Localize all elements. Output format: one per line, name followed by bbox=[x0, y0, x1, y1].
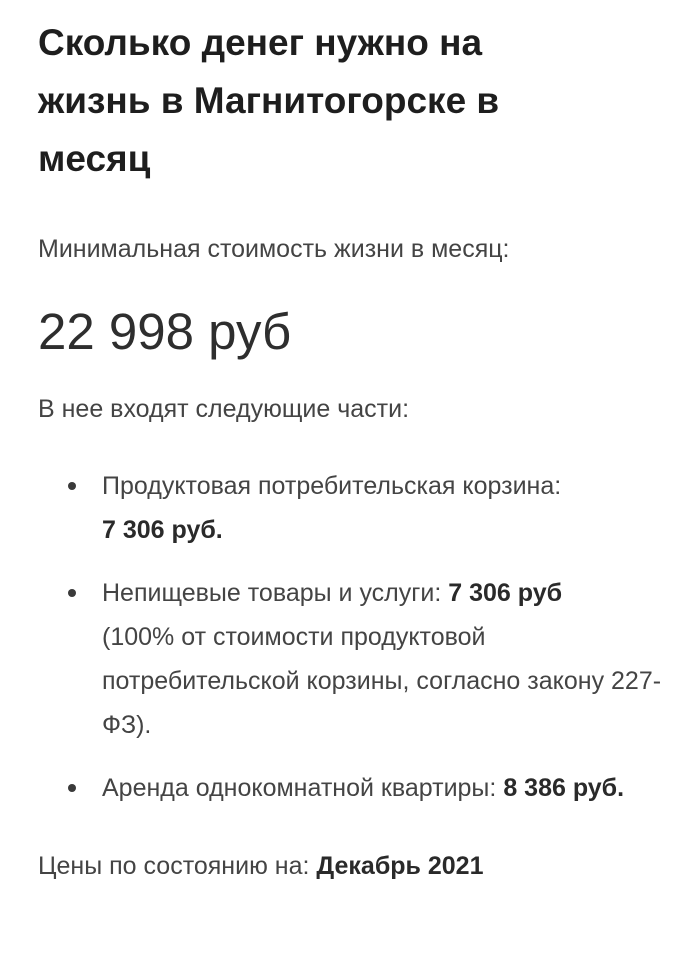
page-title: Сколько денег нужно на жизнь в Магнитогорске в месяц bbox=[38, 22, 500, 179]
list-item-non-food-goods bbox=[38, 571, 664, 747]
prices-as-of bbox=[38, 829, 664, 883]
parts-intro: В нее входят следующие части: bbox=[38, 395, 410, 423]
bullet-icon bbox=[68, 589, 76, 597]
min-cost-value: 22 998 руб bbox=[38, 303, 292, 360]
part-value: 8 386 руб. bbox=[503, 774, 625, 802]
part-value: 7 306 руб. bbox=[102, 516, 223, 544]
list-item-grocery-basket bbox=[38, 464, 664, 552]
part-label: Непищевые товары и услуги: bbox=[102, 579, 442, 607]
part-label: Продуктовая потребительская корзина: bbox=[102, 472, 562, 500]
parts-list bbox=[38, 426, 664, 810]
bullet-icon bbox=[68, 482, 76, 490]
list-item-apartment-rent bbox=[38, 766, 664, 810]
part-label: Аренда однокомнатной квартиры: bbox=[102, 774, 497, 802]
part-value: 7 306 руб bbox=[448, 579, 563, 607]
min-cost-label: Минимальная стоимость жизни в месяц: bbox=[38, 235, 510, 263]
prices-as-of-label: Цены по состоянию на: bbox=[38, 852, 310, 880]
bullet-icon bbox=[68, 784, 76, 792]
part-note: (100% от стоимости продуктовой потребительской корзины, согласно закону 227-ФЗ). bbox=[102, 623, 662, 739]
prices-as-of-value: Декабрь 2021 bbox=[316, 852, 484, 880]
